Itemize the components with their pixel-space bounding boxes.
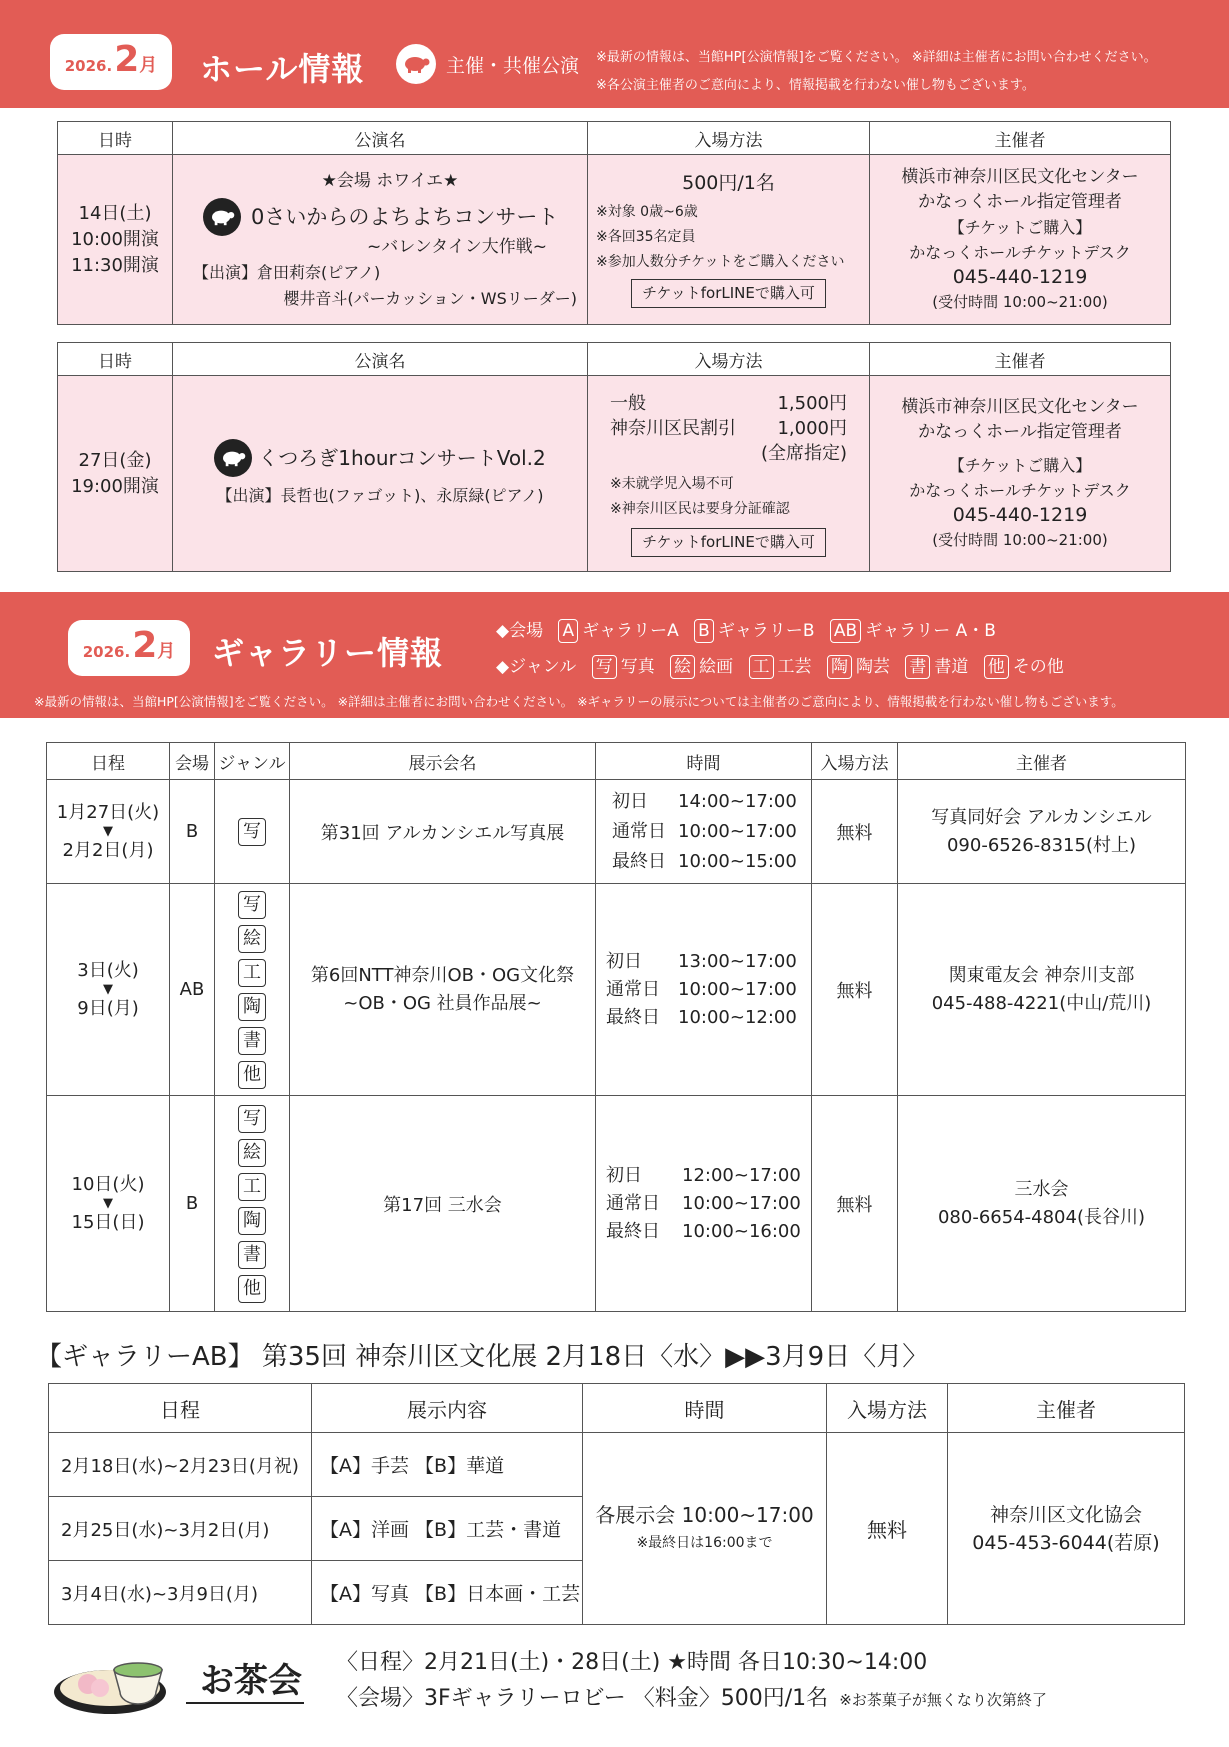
- time-cell: 初日 13:00~17:00 通常日 10:00~17:00 最終日 10:00~12:00: [596, 884, 812, 1096]
- gallery-title: ギャラリー情報: [212, 634, 444, 672]
- ochakai-title: お茶会: [200, 1661, 302, 1701]
- genre-cell: 写: [215, 780, 290, 884]
- table-row: 2月25日(水)~3月2日(月) 【A】洋画 【B】工芸・書道: [49, 1497, 1185, 1561]
- table-row: [47, 780, 1186, 884]
- event-entry-cell: 一般 1,500円 神奈川区民割引 1,000円 (全席指定) ※未就学児入場不可 ※神奈川区民は要身分証確認 チケットforLINEで購入可: [588, 376, 870, 572]
- venue-cell: B: [170, 1096, 215, 1312]
- hall-legend: 主催・共催公演: [396, 44, 579, 84]
- schedule-cell: 1月27日(火) ▼ 2月2日(月): [47, 780, 170, 884]
- hall-table-header: 日時 公演名 入場方法 主催者: [58, 122, 1171, 155]
- time-cell: 初日 14:00~17:00 通常日 10:00~17:00 最終日 10:00~15:00: [596, 780, 812, 884]
- bunkaten-heading: 【ギャラリーAB】 第35回 神奈川区文化展 2月18日〈水〉▶▶3月9日〈月〉: [36, 1342, 929, 1372]
- exhibition-name: 第17回 三水会: [290, 1096, 596, 1312]
- event-title-cell: ★会場 ホワイエ★ 0さいからのよちよちコンサート ~バレンタイン大作戦~ 【出演】倉田莉奈(ピアノ) 櫻井音斗(パーカッション・WSリーダー): [173, 155, 588, 325]
- gallery-venue-legend: ◆会場 A ギャラリーA B ギャラリーB AB ギャラリー A・B: [496, 621, 996, 641]
- event-organizer-cell: 横浜市神奈川区民文化センター かなっくホール指定管理者 【チケットご購入】 かなっくホールチケットデスク 045-440-1219 (受付時間 10:00~21:00): [870, 155, 1171, 325]
- gallery-schedule-table: [46, 742, 1186, 1312]
- venue-cell: B: [170, 780, 215, 884]
- schedule-cell: 3日(火) ▼ 9日(月): [47, 884, 170, 1096]
- entry-cell: 無料: [812, 884, 898, 1096]
- hall-title: ホール情報: [200, 50, 365, 88]
- event-date: 14日(土) 10:00開演 11:30開演: [58, 155, 173, 325]
- table-row: [47, 1096, 1186, 1312]
- event-date: 27日(金) 19:00開演: [58, 376, 173, 572]
- turtle-icon: [203, 198, 241, 236]
- organizer-cell: 三水会 080-6654-4804(長谷川): [898, 1096, 1186, 1312]
- gallery-note: ※最新の情報は、当館HP[公演情報]をご覧ください。 ※詳細は主催者にお問い合わせください。 ※ギャラリーの展示については主催者のご意向により、情報掲載を行わない催し物もございます。: [34, 694, 1124, 709]
- bunkaten-table-header: 日程 展示内容 時間 入場方法 主催者: [49, 1384, 1185, 1433]
- hall-event-table-2: [57, 342, 1171, 572]
- turtle-icon: [396, 44, 436, 84]
- time-cell: 初日 12:00~17:00 通常日 10:00~17:00 最終日 10:00~16:00: [596, 1096, 812, 1312]
- bunkaten-table: [48, 1383, 1185, 1625]
- arrow-down-icon: ▼: [103, 981, 113, 997]
- ochakai-underline: [186, 1702, 304, 1704]
- hall-month-badge: 2026. 2 月: [50, 34, 172, 90]
- event-entry-cell: 500円/1名 ※対象 0歳~6歳 ※各回35名定員 ※参加人数分チケットをご購入ください チケットforLINEで購入可: [588, 155, 870, 325]
- gallery-table-header: 日程 会場 ジャンル 展示会名 時間 入場方法 主催者: [47, 743, 1186, 780]
- organizer-cell: 写真同好会 アルカンシエル 090-6526-8315(村上): [898, 780, 1186, 884]
- hall-note-1: ※最新の情報は、当館HP[公演情報]をご覧ください。 ※詳細は主催者にお問い合わせください。: [596, 50, 1157, 65]
- ochakai-line1: 〈日程〉2月21日(土)・28日(土) ★時間 各日10:30~14:00: [336, 1650, 928, 1675]
- genre-cell: 写 絵 工 陶 書 他: [215, 1096, 290, 1312]
- bunkaten-time: 各展示会 10:00~17:00 ※最終日は16:00まで: [583, 1433, 827, 1625]
- tea-bowl-icon: [52, 1646, 174, 1720]
- organizer-cell: 関東電友会 神奈川支部 045-488-4221(中山/荒川): [898, 884, 1186, 1096]
- genre-cell: 写 絵 工 陶 書 他: [215, 884, 290, 1096]
- arrow-down-icon: ▼: [103, 1195, 113, 1211]
- hall-note-2: ※各公演主催者のご意向により、情報掲載を行わない催し物もございます。: [596, 78, 1035, 93]
- entry-cell: 無料: [812, 780, 898, 884]
- table-row: 3月4日(水)~3月9日(月) 【A】写真 【B】日本画・工芸: [49, 1561, 1185, 1625]
- turtle-icon: [214, 439, 252, 477]
- gallery-month-badge: 2026. 2 月: [68, 620, 190, 676]
- table-row: [47, 884, 1186, 1096]
- gallery-header-band: [0, 592, 1229, 718]
- gallery-genre-legend: ◆ジャンル 写 写真 絵 絵画 工 工芸 陶 陶芸 書 書道 他 その他: [496, 657, 1064, 677]
- event-title-cell: くつろぎ1hourコンサートVol.2 【出演】長哲也(ファゴット)、永原緑(ピアノ): [173, 376, 588, 572]
- hall-header-band: [0, 0, 1229, 108]
- schedule-cell: 10日(火) ▼ 15日(日): [47, 1096, 170, 1312]
- event-organizer-cell: 横浜市神奈川区民文化センター かなっくホール指定管理者 【チケットご購入】 かなっくホールチケットデスク 045-440-1219 (受付時間 10:00~21:00): [870, 376, 1171, 572]
- entry-cell: 無料: [812, 1096, 898, 1312]
- table-row: [58, 376, 1171, 572]
- exhibition-name: 第6回NTT神奈川OB・OG文化祭 ~OB・OG 社員作品展~: [290, 884, 596, 1096]
- table-row: 2月18日(水)~2月23日(月祝) 【A】手芸 【B】華道 各展示会 10:00~17:00 ※最終日は16:00まで 無料 神奈川区文化協会 045-453-6044(若原): [49, 1433, 1185, 1497]
- ticket-line-badge: チケットforLINEで購入可: [631, 279, 826, 308]
- arrow-down-icon: ▼: [103, 823, 113, 839]
- ticket-line-badge: チケットforLINEで購入可: [631, 528, 826, 557]
- venue-cell: AB: [170, 884, 215, 1096]
- hall-event-table-1: [57, 121, 1171, 325]
- ochakai-line2: 〈会場〉3Fギャラリーロビー 〈料金〉500円/1名 ※お茶菓子が無くなり次第終了: [336, 1686, 1047, 1711]
- bunkaten-organizer: 神奈川区文化協会 045-453-6044(若原): [948, 1433, 1185, 1625]
- hall-table-header: 日時 公演名 入場方法 主催者: [58, 343, 1171, 376]
- table-row: [58, 155, 1171, 325]
- exhibition-name: 第31回 アルカンシエル写真展: [290, 780, 596, 884]
